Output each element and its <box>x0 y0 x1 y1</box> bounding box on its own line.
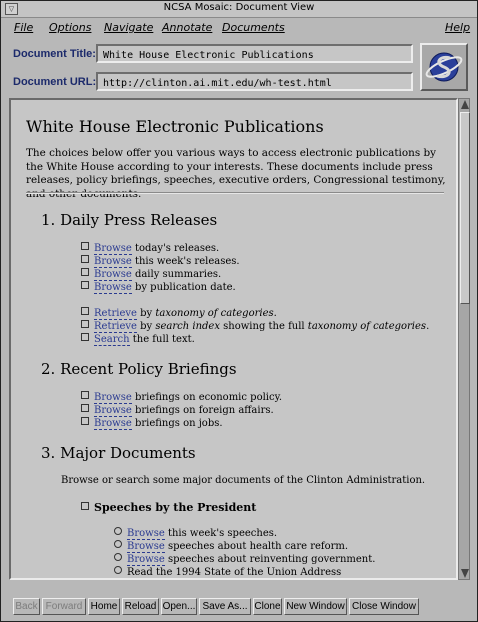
bullet-icon <box>114 540 122 548</box>
item-text: daily summaries. <box>131 269 222 280</box>
menu-documents[interactable]: Documents <box>222 21 285 34</box>
item-text: this week's speeches. <box>164 528 278 539</box>
retrieve-link[interactable]: Retrieve <box>94 321 137 332</box>
list-item <box>81 242 219 255</box>
vertical-scrollbar[interactable] <box>458 98 470 580</box>
globe-icon <box>422 45 466 89</box>
bullet-icon <box>81 391 89 399</box>
mosaic-globe-logo[interactable] <box>420 43 468 91</box>
section-heading: 1. Daily Press Releases <box>41 211 218 229</box>
list-item <box>114 566 341 579</box>
scroll-up-icon[interactable] <box>461 100 469 109</box>
item-emphasis: taxonomy of categories <box>155 308 274 319</box>
item-text: Read the 1994 State of the Union Address <box>127 567 342 578</box>
item-text: . <box>273 308 277 319</box>
item-text: briefings on economic policy. <box>131 392 283 403</box>
home-button[interactable]: Home <box>88 598 120 615</box>
bullet-icon <box>114 553 122 561</box>
browse-link[interactable]: Browse <box>94 243 132 254</box>
item-text: by <box>136 321 156 332</box>
page-heading: White House Electronic Publications <box>26 117 324 136</box>
item-text: briefings on jobs. <box>131 418 223 429</box>
list-item <box>114 527 277 540</box>
close-window-button[interactable]: Close Window <box>349 598 419 615</box>
item-text: briefings on foreign affairs. <box>131 405 274 416</box>
browse-link[interactable]: Browse <box>94 418 132 429</box>
item-text: speeches about reinventing government. <box>164 554 376 565</box>
menu-bar <box>1 18 477 37</box>
item-emphasis: search index <box>155 321 220 332</box>
browse-link[interactable]: Browse <box>94 256 132 267</box>
item-text: by publication date. <box>131 282 236 293</box>
menu-file[interactable]: File <box>14 21 34 34</box>
document-title-label: Document Title: <box>13 48 96 60</box>
item-text: by <box>136 308 156 319</box>
bullet-icon <box>81 404 89 412</box>
item-text: . <box>426 321 430 332</box>
list-item <box>81 417 223 430</box>
browse-link[interactable]: Browse <box>94 282 132 293</box>
menu-navigate[interactable]: Navigate <box>104 21 154 34</box>
window-menu-icon[interactable]: ▽ <box>5 3 18 15</box>
list-item <box>81 320 429 333</box>
bullet-icon <box>81 333 89 341</box>
intro-paragraph: The choices below offer you various ways to access electronic publications by the White House according to your interests. These documents include press releases, policy briefings, speeches, executive orders, Congressional testimony, and other documents. <box>26 147 446 200</box>
document-url-label: Document URL: <box>13 76 97 88</box>
document-url-field[interactable]: http://clinton.ai.mit.edu/wh-test.html <box>96 72 413 91</box>
clone-button[interactable]: Clone <box>253 598 282 615</box>
list-item <box>81 404 274 417</box>
bullet-icon <box>81 281 89 289</box>
bullet-icon <box>114 527 122 535</box>
scroll-down-icon[interactable] <box>461 569 469 578</box>
search-link[interactable]: Search <box>94 334 130 345</box>
list-item <box>81 333 195 346</box>
item-text: speeches about health care reform. <box>164 541 349 552</box>
bullet-icon <box>81 255 89 263</box>
browse-link[interactable]: Browse <box>94 405 132 416</box>
browse-link[interactable]: Browse <box>127 554 165 565</box>
browse-link[interactable]: Browse <box>127 541 165 552</box>
item-text: the full text. <box>129 334 195 345</box>
menu-annotate[interactable]: Annotate <box>162 21 213 34</box>
menu-help[interactable]: Help <box>445 21 471 34</box>
bullet-icon <box>81 320 89 328</box>
document-title-field[interactable]: White House Electronic Publications <box>96 44 413 63</box>
document-view <box>9 98 458 580</box>
section-description: Browse or search some major documents of the Clinton Administration. <box>61 475 426 486</box>
item-text: this week's releases. <box>131 256 240 267</box>
browse-link[interactable]: Browse <box>94 392 132 403</box>
window-title: NCSA Mosaic: Document View <box>163 2 315 13</box>
list-item <box>114 540 348 553</box>
browse-link[interactable]: Browse <box>94 269 132 280</box>
list-item <box>81 268 221 281</box>
item-text: showing the full <box>219 321 308 332</box>
bullet-icon <box>81 417 89 425</box>
save-as-button[interactable]: Save As... <box>199 598 251 615</box>
menu-options[interactable]: Options <box>49 21 92 34</box>
reload-button[interactable]: Reload <box>122 598 159 615</box>
bullet-icon <box>81 268 89 276</box>
section-heading: 2. Recent Policy Briefings <box>41 360 237 378</box>
browse-link[interactable]: Browse <box>127 528 165 539</box>
bullet-icon <box>81 502 89 510</box>
bullet-icon <box>81 307 89 315</box>
item-text: today's releases. <box>131 243 220 254</box>
new-window-button[interactable]: New Window <box>284 598 347 615</box>
title-bar <box>1 1 477 18</box>
subsection-heading <box>81 501 256 514</box>
subsection-title: Speeches by the President <box>94 501 257 514</box>
horizontal-rule <box>26 192 444 194</box>
section-heading: 3. Major Documents <box>41 444 196 462</box>
item-emphasis: taxonomy of categories <box>307 321 427 332</box>
scroll-thumb[interactable] <box>460 112 470 304</box>
bullet-icon <box>114 566 122 574</box>
list-item <box>81 391 282 404</box>
list-item <box>81 307 277 320</box>
forward-button[interactable]: Forward <box>42 598 86 615</box>
retrieve-link[interactable]: Retrieve <box>94 308 137 319</box>
list-item <box>81 281 236 294</box>
list-item <box>81 255 240 268</box>
list-item <box>114 553 375 566</box>
open-button[interactable]: Open... <box>161 598 197 615</box>
back-button[interactable]: Back <box>13 598 40 615</box>
bullet-icon <box>81 242 89 250</box>
